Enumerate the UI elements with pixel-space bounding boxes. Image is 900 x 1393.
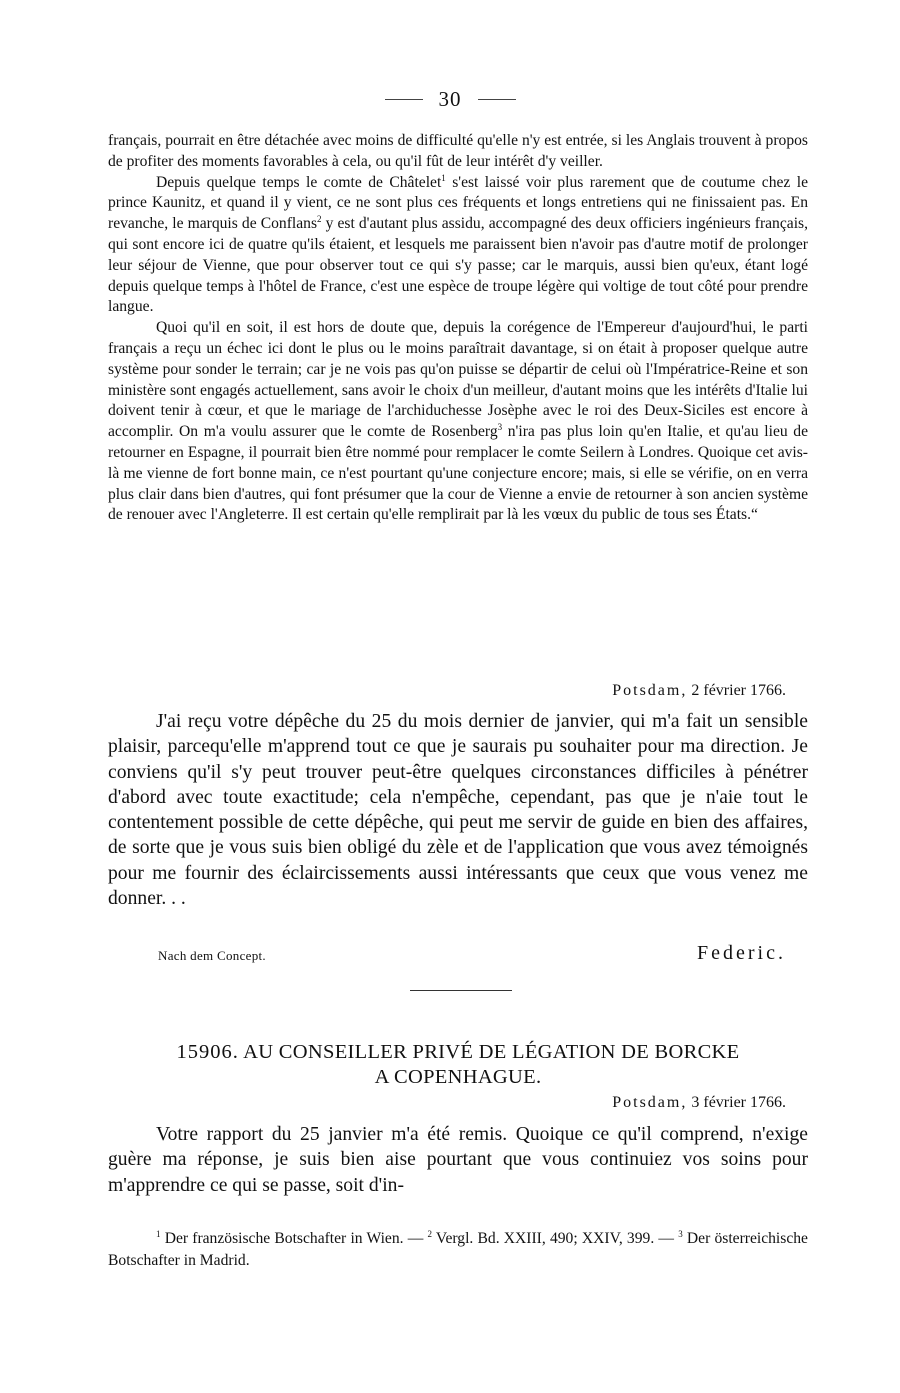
page-header	[0, 87, 900, 113]
header-dash-left	[385, 99, 423, 100]
reply-dateline	[108, 682, 786, 700]
reply-place: Potsdam,	[612, 682, 688, 699]
reply-paragraph: J'ai reçu votre dépêche du 25 du mois dernier de janvier, qui m'a fait un sensible plaisir, parcequ'elle m'apprend tout ce que je saurais pu souhaiter pour ma direction. Je conviens qu'il s'y peut trouver peut-être quelques circonstances difficiles à pénétrer d'abord avec toute exactitude; cela n'empêche, cependant, pas que je n'aie tout le contentement possible de cette dépêche, qui peut me servir de guide en bien des affaires, de sorte que je vous suis bien obligé du zèle et de l'application que vous avez témoignés pour me fournir des éclaircissements aussi intéressants que ceux que vous venez me donner. . .	[108, 711, 808, 910]
section-body	[108, 1122, 808, 1198]
section-number: 15906.	[176, 1041, 239, 1063]
section-heading-line-1	[108, 1040, 808, 1065]
source-note: Nach dem Concept.	[158, 948, 266, 963]
footnote-ref-2: 2	[317, 214, 322, 224]
letter-paragraph-1: français, pourrait en être détachée avec moins de difficulté qu'elle n'y est entrée, si les Anglais trouvent à propos de profiter des moments favorables à cela, ou qu'il fût de leur intérêt d'y veiller.	[108, 132, 808, 170]
reply-body	[108, 709, 808, 911]
section-place: Potsdam,	[612, 1094, 688, 1111]
footnote-ref-1: 1	[441, 172, 446, 183]
footnote-2: Vergl. Bd. XXIII, 490; XXIV, 399. —	[432, 1230, 679, 1247]
letter-p3-text-b: n'ira pas plus loin qu'en Italie, et qu'au lieu de retourner en Espagne, il pourrait bien être nommé pour remplacer le comte Seilern à Londres. Quoique cet avis-là me vienne de fort bonne main, ce n'est pourtant qu'une conjecture encore; mais, si elle se vérifie, on en verra plus clair dans bien d'autres, qui font présumer que la cour de Vienne a envie de retourner à son ancien système de renouer avec l'Angleterre. Il est certain qu'elle remplirait par là les vœux du public de tous ses États.“	[108, 423, 809, 524]
section-paragraph: Votre rapport du 25 janvier m'a été remis. Quoique ce qu'il comprend, n'exige guère ma réponse, je suis bien aise pourtant que vous continuiez vos soins pour m'apprendre ce qui se passe, soit d'in-	[108, 1124, 808, 1196]
signature: Federic.	[697, 942, 786, 964]
section-dateline	[108, 1094, 786, 1112]
footnote-mark-1: 1	[156, 1228, 161, 1239]
footnote-1: Der französische Botschafter in Wien. —	[160, 1230, 428, 1247]
letter-paragraph-3	[108, 318, 808, 526]
footnote-3: Der österreichische Botschafter in Madrid.	[108, 1230, 808, 1269]
letter-continuation	[108, 131, 808, 526]
letter-p2-text-b: s'est laissé voir plus rarement que de coutume chez le prince Kaunitz, et quand il y vient, ce ne sont plus ces fréquents et longs entretiens qui ne finissaient pas. En revanche, le marquis de Conflans	[108, 173, 808, 233]
footnote-mark-2: 2	[427, 1228, 432, 1239]
section-heading	[108, 1040, 808, 1090]
letter-p2-text-c: y est d'autant plus assidu, accompagné des deux officiers ingénieurs français, qui sont encore ici de quatre qu'ils étaient, et lesquels me paraissent bien n'avoir pas d'autre motif de prolonger leur séjour de Vienne, que pour observer tout ce qui s'y passe; car le marquis, aussi bien qu'eux, étant logé depuis quelque temps à l'hôtel de France, c'est une espèce de troupe légère qui voltige de tout côté pour prendre langue.	[108, 215, 809, 316]
header-dash-right	[478, 99, 516, 100]
letter-paragraph-2	[108, 173, 808, 319]
section-separator	[410, 990, 512, 991]
footnote-ref-3: 3	[497, 421, 503, 432]
footnote-mark-3: 3	[678, 1228, 683, 1239]
section-title-line-2: A COPENHAGUE.	[374, 1066, 542, 1088]
footnotes	[108, 1228, 808, 1272]
page-number: 30	[438, 87, 462, 111]
section-date: 3 février 1766.	[691, 1094, 786, 1111]
letter-p2-text-a: Depuis quelque temps le comte de Châtelet	[156, 173, 442, 191]
footnote-block	[108, 1228, 808, 1272]
reply-date: 2 février 1766.	[691, 682, 786, 699]
section-title-line-1: AU CONSEILLER PRIVÉ DE LÉGATION DE BORCKE	[243, 1041, 740, 1063]
letter-p3-text-a: Quoi qu'il en soit, il est hors de doute que, depuis la corégence de l'Empereur d'aujourd'hui, le parti français a reçu un échec ici dont le plus ou le moins paraîtrait davantage, si on était à proposer quelque autre système pour sonder le terrain; car je ne vois pas qu'on puisse se départir de celui où l'Impératrice-Reine et son ministère sont engagés actuellement, sans avoir le choix d'un meilleur, d'autant moins que les intérêts d'Italie lui doivent tenir à cœur, et que le mariage de l'archiduchesse Josèphe avec le roi des Deux-Siciles est encore à accomplir. On m'a voulu assurer que le comte de Rosenberg	[108, 319, 808, 441]
